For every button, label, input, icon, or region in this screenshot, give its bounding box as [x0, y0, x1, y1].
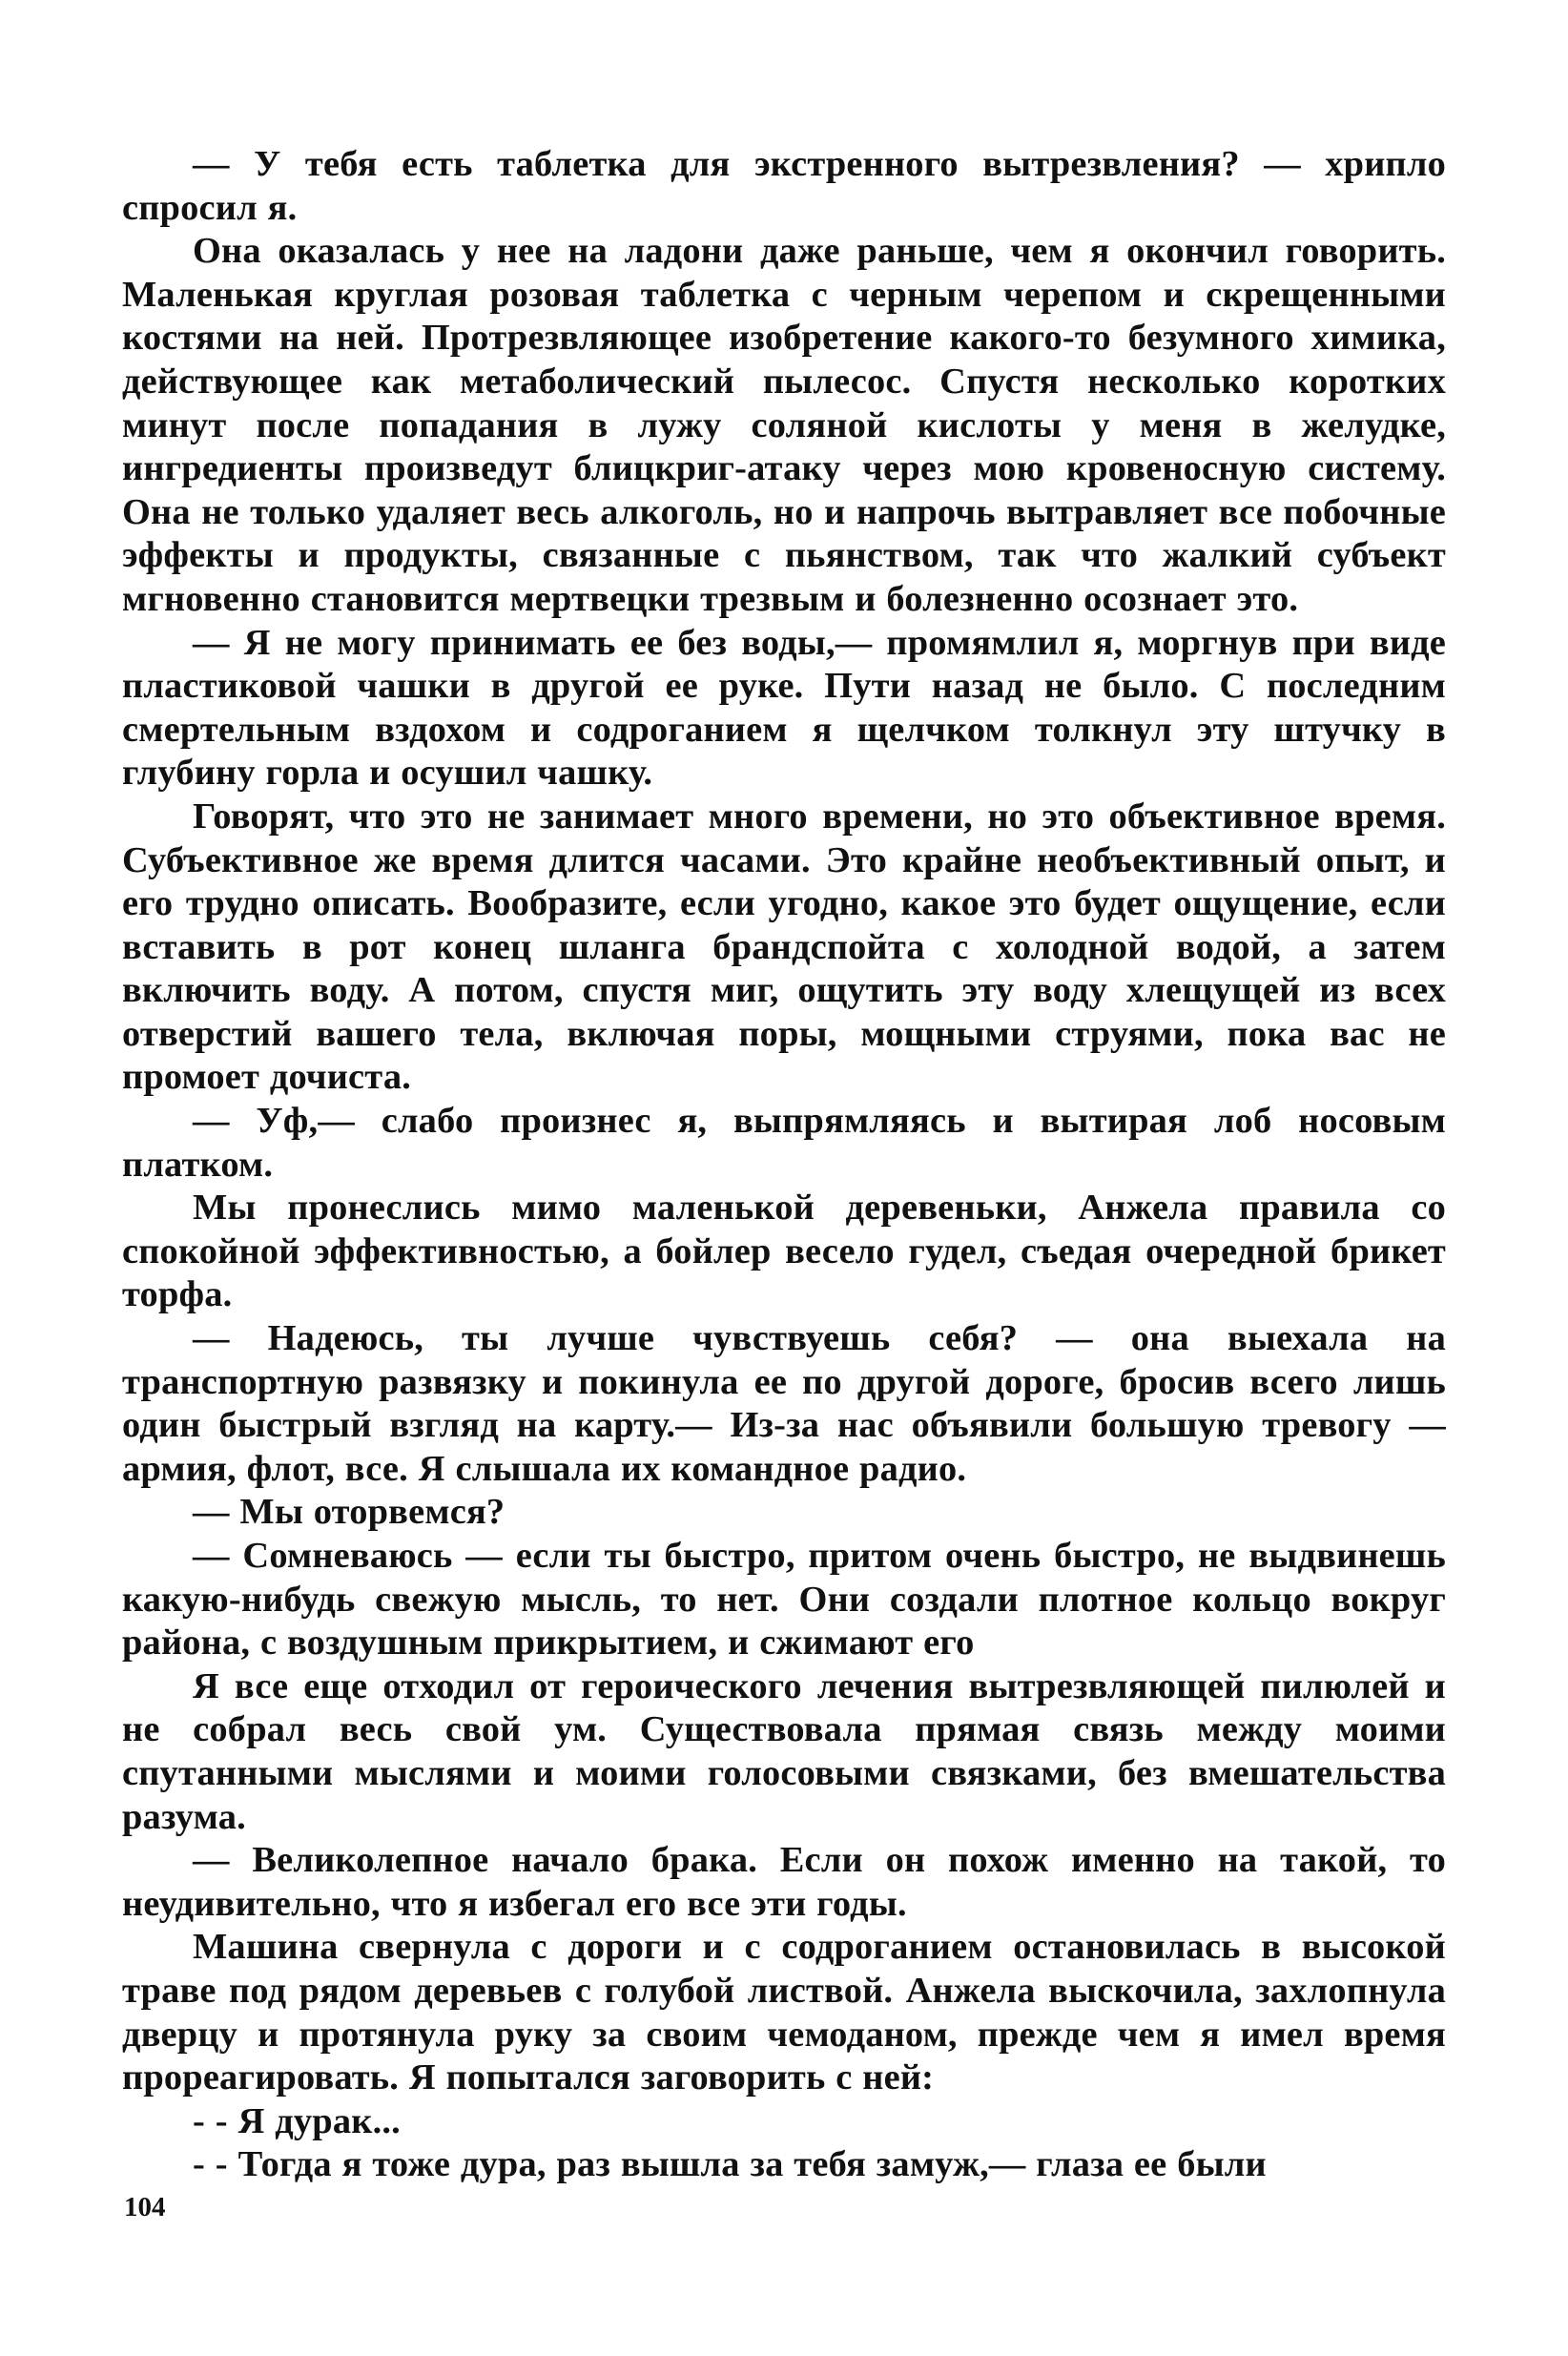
page-number: 104: [124, 2192, 166, 2222]
body-text: [122, 143, 1446, 2187]
paragraph: Машина свернула с дороги и с содроганием остановилась в высокой траве под рядом деревьев с голубой листвой. Анжела выскочила, захлопнула дверцу и протянула руку за своим чемоданом, прежде чем я имел время прореагировать. Я попытался заговорить с ней:: [122, 1927, 1446, 2098]
paragraph: Она оказалась у нее на ладони даже раньше, чем я окончил говорить. Маленькая круглая розовая таблетка с черным черепом и скрещенными костями на ней. Протрезвляющее изобретение какого-то безумного химика, действующее как метаболический пылесос. Спустя несколько коротких минут после попадания в лужу соляной кислоты у меня в желудке, ингредиенты произведут блицкриг-атаку через мою кровеносную систему. Она не только удаляет весь алкоголь, но и напрочь вытравляет все побочные эффекты и продукты, связанные с пьянством, так что жалкий субъект мгновенно становится мертвецки трезвым и болезненно осознает это.: [122, 231, 1446, 619]
paragraph: — Уф,— слабо произнес я, выпрямляясь и вытирая лоб носовым платком.: [122, 1101, 1446, 1185]
paragraph: — У тебя есть таблетка для экстренного вытрезвления? — хрипло спросил я.: [122, 144, 1446, 228]
paragraph: Говорят, что это не занимает много времени, но это объективное время. Субъективное же время длится часами. Это крайне необъективный опыт, и его трудно описать. Вообразите, если угодно, какое это будет ощущение, если вставить в рот конец шланга брандспойта с холодной водой, а затем включить воду. А потом, спустя миг, ощутить эту воду хлещущей из всех отверстий вашего тела, включая поры, мощными струями, пока вас не промоет дочиста.: [122, 796, 1446, 1098]
paragraph: — Я не могу принимать ее без воды,— промямлил я, моргнув при виде пластиковой чашки в другой ее руке. Пути назад не было. С последним смертельным вздохом и содроганием я щелчком толкнул эту штучку в глубину горла и осушил чашку.: [122, 622, 1446, 794]
paragraph: — Сомневаюсь — если ты быстро, притом очень быстро, не выдвинешь какую-нибудь свежую мысль, то нет. Они создали плотное кольцо вокруг района, с воздушным прикрытием, и сжимают его: [122, 1536, 1446, 1664]
paragraph: — Великолепное начало брака. Если он похож именно на такой, то неудивительно, что я избегал его все эти годы.: [122, 1840, 1446, 1924]
paragraph: - - Я дурак...: [193, 2100, 401, 2141]
paragraph: - - Тогда я тоже дура, раз вышла за тебя замуж,— глаза ее были: [193, 2144, 1267, 2185]
paragraph: — Надеюсь, ты лучше чувствуешь себя? — она выехала на транспортную развязку и покинула ее по другой дороге, бросив всего лишь один быстрый взгляд на карту.— Из-за нас объявили большую тревогу — армия, флот, все. Я слышала их командное радио.: [122, 1318, 1446, 1489]
paragraph: — Мы оторвемся?: [193, 1492, 505, 1533]
paragraph: Я все еще отходил от героического лечения вытрезвляющей пилюлей и не собрал весь свой ум. Существовала прямая связь между моими спутанными мыслями и моими голосовыми связками, без вмешательства разума.: [122, 1665, 1446, 1837]
paragraph: Мы пронеслись мимо маленькой деревеньки, Анжела правила со спокойной эффективностью, а бойлер весело гудел, съедая очередной брикет торфа.: [122, 1188, 1446, 1315]
